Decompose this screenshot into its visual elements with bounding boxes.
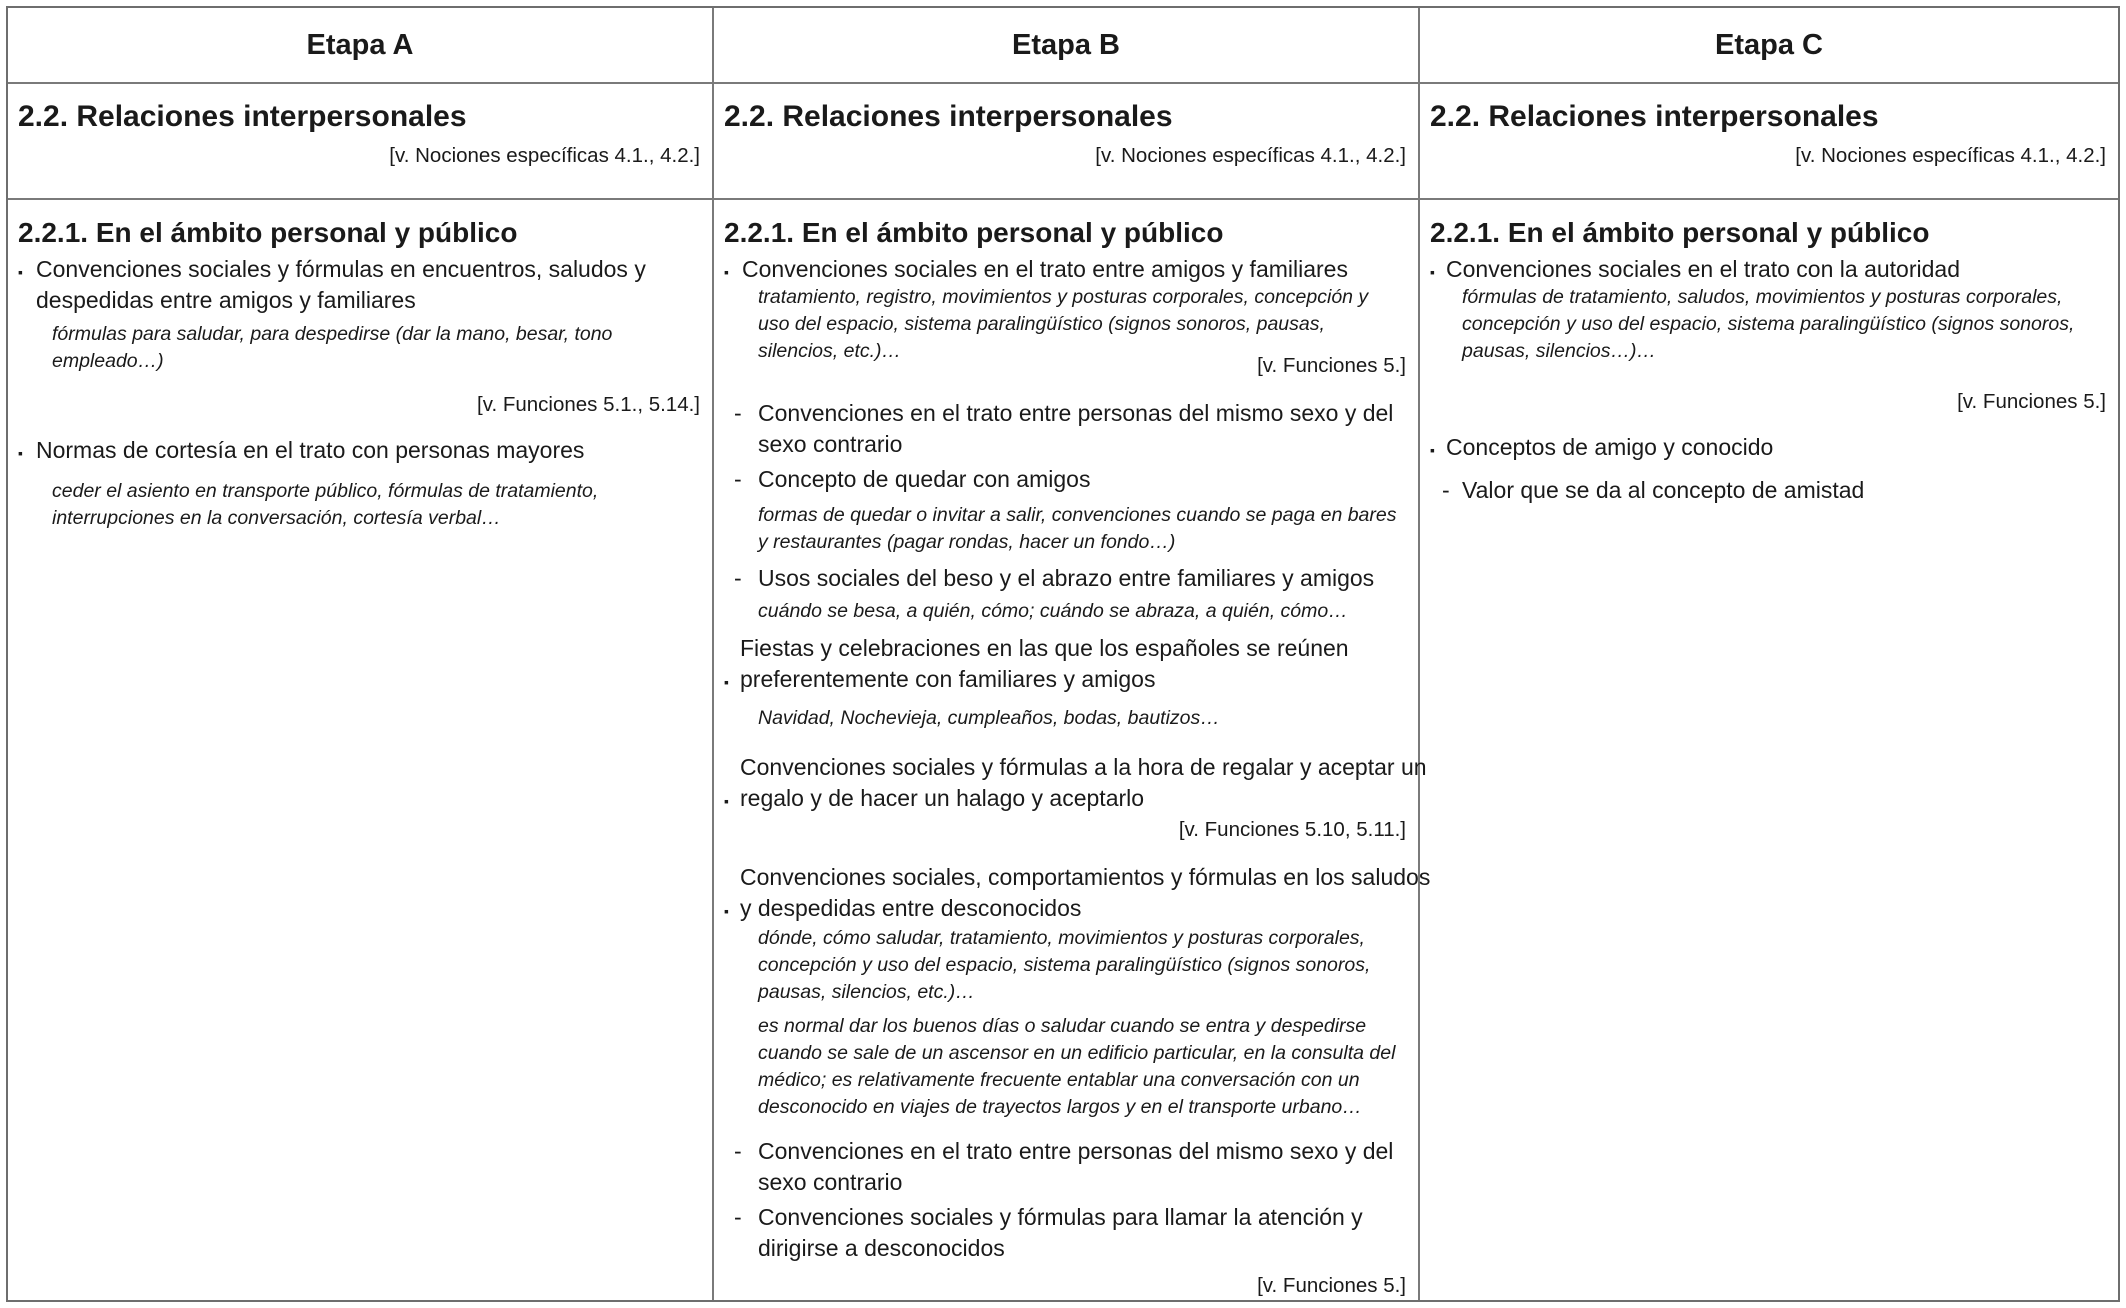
item-text: Convenciones en el trato entre personas del mismo sexo y del (758, 400, 1394, 426)
item-text: Normas de cortesía en el trato con personas mayores (36, 437, 585, 463)
dash-marker: - (1442, 477, 1450, 503)
bullet-marker: ▪ (1430, 264, 1435, 280)
item-example: ceder el asiento en transporte público, fórmulas de tratamiento, (52, 480, 599, 502)
dash-marker: - (734, 565, 742, 591)
function-ref: [v. Funciones 5.] (1957, 390, 2106, 413)
subsection-title: 2.2.1. En el ámbito personal y público (724, 217, 1224, 248)
item-example: fórmulas de tratamiento, saludos, movimientos y posturas corporales, (1462, 286, 2063, 308)
dash-marker: - (734, 400, 742, 426)
column-etapa-a (8, 8, 712, 1300)
subsection-title: 2.2.1. En el ámbito personal y público (1430, 217, 1930, 248)
bullet-marker: ▪ (724, 793, 729, 809)
section-cell (8, 84, 712, 198)
item-example: uso del espacio, sistema paralingüístico (signos sonoros, pausas, (758, 313, 1325, 335)
item-example: cuando se sale de un ascensor en un edificio particular, en la consulta del (758, 1042, 1396, 1064)
body-cell (1420, 200, 2118, 1300)
section-cell (1420, 84, 2118, 198)
item-example: interrupciones en la conversación, cortesía verbal… (52, 507, 501, 529)
function-ref: [v. Funciones 5.] (1257, 1274, 1406, 1297)
item-example: Navidad, Nochevieja, cumpleaños, bodas, bautizos… (758, 707, 1220, 729)
item-example: pausas, silencios…)… (1462, 340, 1656, 362)
bullet-marker: ▪ (18, 264, 23, 280)
section-title: 2.2. Relaciones interpersonales (18, 100, 467, 133)
item-text: Convenciones sociales en el trato con la autoridad (1446, 256, 1960, 282)
item-example: concepción y uso del espacio, sistema paralingüístico (signos sonoros, (758, 954, 1371, 976)
dash-marker: - (734, 466, 742, 492)
bullet-marker: ▪ (18, 445, 23, 461)
body-cell (8, 200, 712, 1300)
section-title: 2.2. Relaciones interpersonales (724, 100, 1173, 133)
bullet-marker: ▪ (724, 674, 729, 690)
item-text: Convenciones sociales y fórmulas en encuentros, saludos y (36, 256, 646, 282)
item-example: silencios, etc.)… (758, 340, 902, 362)
bullet-marker: ▪ (724, 264, 729, 280)
column-header: Etapa C (1715, 28, 1823, 61)
item-text: despedidas entre amigos y familiares (36, 287, 416, 313)
dash-marker: - (734, 1204, 742, 1230)
item-text: preferentemente con familiares y amigos (740, 666, 1156, 692)
item-example: fórmulas para saludar, para despedirse (dar la mano, besar, tono (52, 323, 613, 345)
section-ref: [v. Nociones específicas 4.1., 4.2.] (1095, 144, 1406, 167)
item-text: Conceptos de amigo y conocido (1446, 434, 1774, 460)
section-cell (714, 84, 1418, 198)
item-text: regalo y de hacer un halago y aceptarlo (740, 785, 1145, 811)
item-text: Usos sociales del beso y el abrazo entre familiares y amigos (758, 565, 1375, 591)
dash-marker: - (734, 1138, 742, 1164)
item-text: Convenciones en el trato entre personas del mismo sexo y del (758, 1138, 1394, 1164)
item-example: médico; es relativamente frecuente entablar una conversación con un (758, 1069, 1360, 1091)
section-title: 2.2. Relaciones interpersonales (1430, 100, 1879, 133)
column-etapa-c (1420, 8, 2118, 1300)
function-ref: [v. Funciones 5.1., 5.14.] (477, 393, 700, 416)
item-text: sexo contrario (758, 431, 903, 457)
bullet-marker: ▪ (1430, 442, 1435, 458)
section-ref: [v. Nociones específicas 4.1., 4.2.] (1795, 144, 2106, 167)
item-text: dirigirse a desconocidos (758, 1235, 1005, 1261)
item-text: y despedidas entre desconocidos (740, 895, 1082, 921)
content-table (6, 6, 2120, 1302)
function-ref: [v. Funciones 5.] (1257, 354, 1406, 377)
item-example: es normal dar los buenos días o saludar cuando se entra y despedirse (758, 1015, 1367, 1037)
item-text: Valor que se da al concepto de amistad (1462, 477, 1865, 503)
item-example: empleado…) (52, 350, 164, 372)
item-example: desconocido en viajes de trayectos largos y en el transporte urbano… (758, 1096, 1362, 1118)
item-example: dónde, cómo saludar, tratamiento, movimientos y posturas corporales, (758, 927, 1365, 949)
body-cell (714, 200, 1431, 1300)
item-text: Convenciones sociales en el trato entre amigos y familiares (742, 256, 1348, 282)
item-text: Fiestas y celebraciones en las que los españoles se reúnen (740, 635, 1349, 661)
item-example: formas de quedar o invitar a salir, convenciones cuando se paga en bares (758, 504, 1397, 526)
function-ref: [v. Funciones 5.10, 5.11.] (1178, 818, 1406, 841)
column-etapa-b (714, 8, 1431, 1300)
item-example: y restaurantes (pagar rondas, hacer un fondo…) (758, 531, 1176, 553)
item-example: pausas, silencios, etc.)… (758, 981, 975, 1003)
item-example: cuándo se besa, a quién, cómo; cuándo se abraza, a quién, cómo… (758, 600, 1348, 622)
item-text: Concepto de quedar con amigos (758, 466, 1091, 492)
item-text: Convenciones sociales y fórmulas para llamar la atención y (758, 1204, 1363, 1230)
item-example: tratamiento, registro, movimientos y posturas corporales, concepción y (758, 286, 1369, 308)
bullet-marker: ▪ (724, 903, 729, 919)
item-text: Convenciones sociales y fórmulas a la hora de regalar y aceptar un (740, 754, 1427, 780)
column-header: Etapa A (306, 28, 414, 61)
subsection-title: 2.2.1. En el ámbito personal y público (18, 217, 518, 248)
item-example: concepción y uso del espacio, sistema paralingüístico (signos sonoros, (1462, 313, 2075, 335)
section-ref: [v. Nociones específicas 4.1., 4.2.] (389, 144, 700, 167)
item-text: sexo contrario (758, 1169, 903, 1195)
column-header: Etapa B (1012, 28, 1120, 61)
item-text: Convenciones sociales, comportamientos y fórmulas en los saludos (740, 864, 1431, 890)
